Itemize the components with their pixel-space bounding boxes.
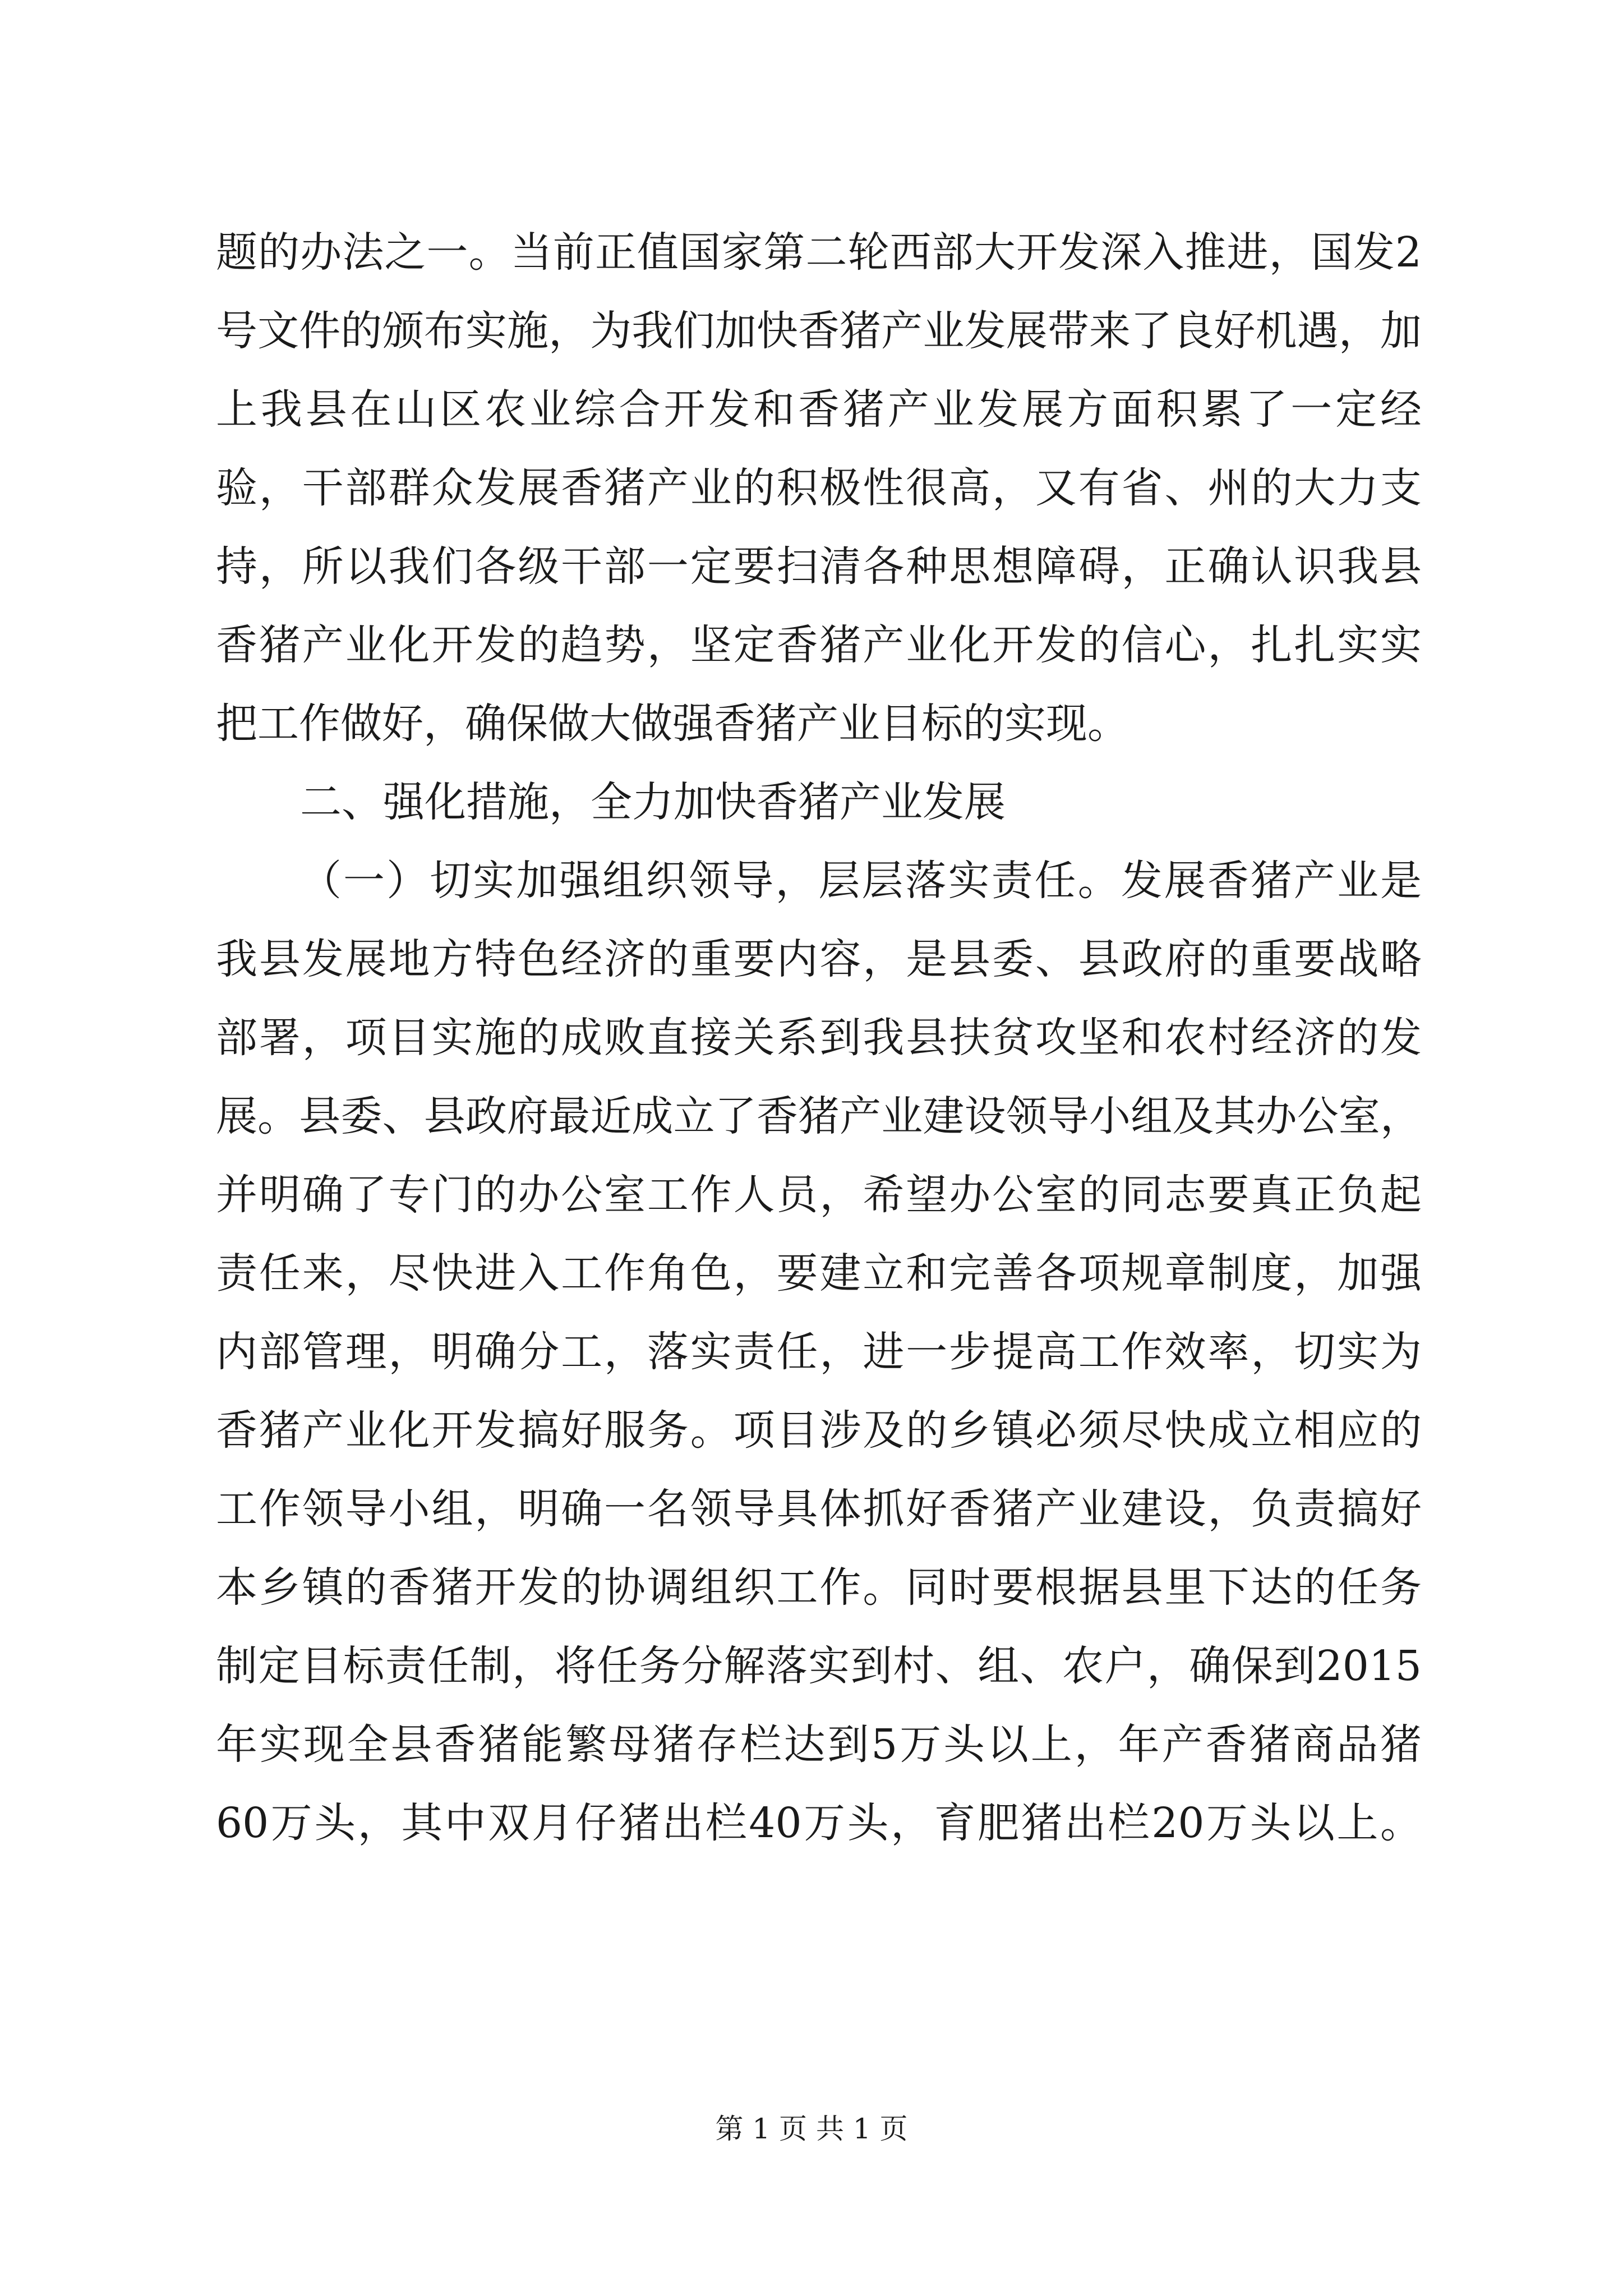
body-line-3: 上我县在山区农业综合开发和香猪产业发展方面积累了一定经: [216, 385, 1422, 434]
document-body: [216, 213, 1422, 1862]
body-line-7: 把工作做好，确保做大做强香猪产业目标的实现。: [216, 700, 1129, 748]
body-line-11: 部署，项目实施的成败直接关系到我县扶贫攻坚和农村经济的发: [216, 1014, 1422, 1062]
body-line-4: 验，干部群众发展香猪产业的积极性很高，又有省、州的大力支: [216, 464, 1422, 512]
body-line-10: 我县发展地方特色经济的重要内容，是县委、县政府的重要战略: [216, 935, 1422, 983]
body-line-17: 工作领导小组，明确一名领导具体抓好香猪产业建设，负责搞好: [216, 1485, 1422, 1533]
body-line-21: 60万头，其中双月仔猪出栏40万头，育肥猪出栏20万头以上。: [216, 1799, 1422, 1847]
page-number-label: 第 1 页 共 1 页: [715, 2113, 908, 2145]
body-line-19: 制定目标责任制，将任务分解落实到村、组、农户，确保到2015: [216, 1642, 1422, 1690]
body-line-16: 香猪产业化开发搞好服务。项目涉及的乡镇必须尽快成立相应的: [216, 1406, 1422, 1455]
body-line-18: 本乡镇的香猪开发的协调组织工作。同时要根据县里下达的任务: [216, 1563, 1422, 1612]
body-line-13: 并明确了专门的办公室工作人员，希望办公室的同志要真正负起: [216, 1171, 1422, 1219]
body-line-2: 号文件的颁布实施，为我们加快香猪产业发展带来了良好机遇，加: [216, 307, 1422, 355]
body-line-1: 题的办法之一。当前正值国家第二轮西部大开发深入推进，国发2: [216, 228, 1422, 277]
body-line-9: （一）切实加强组织领导，层层落实责任。发展香猪产业是: [300, 857, 1422, 905]
section-heading: 二、强化措施，全力加快香猪产业发展: [300, 778, 1006, 826]
body-line-14: 责任来，尽快进入工作角色，要建立和完善各项规章制度，加强: [216, 1249, 1422, 1297]
body-line-20: 年实现全县香猪能繁母猪存栏达到5万头以上，年产香猪商品猪: [216, 1720, 1422, 1769]
body-line-6: 香猪产业化开发的趋势，坚定香猪产业化开发的信心，扎扎实实: [216, 621, 1422, 669]
body-line-12: 展。县委、县政府最近成立了香猪产业建设领导小组及其办公室，: [216, 1092, 1422, 1140]
page-footer: [0, 2106, 1623, 2147]
body-line-15: 内部管理，明确分工，落实责任，进一步提高工作效率，切实为: [216, 1328, 1422, 1376]
body-line-5: 持，所以我们各级干部一定要扫清各种思想障碍，正确认识我县: [216, 542, 1422, 591]
